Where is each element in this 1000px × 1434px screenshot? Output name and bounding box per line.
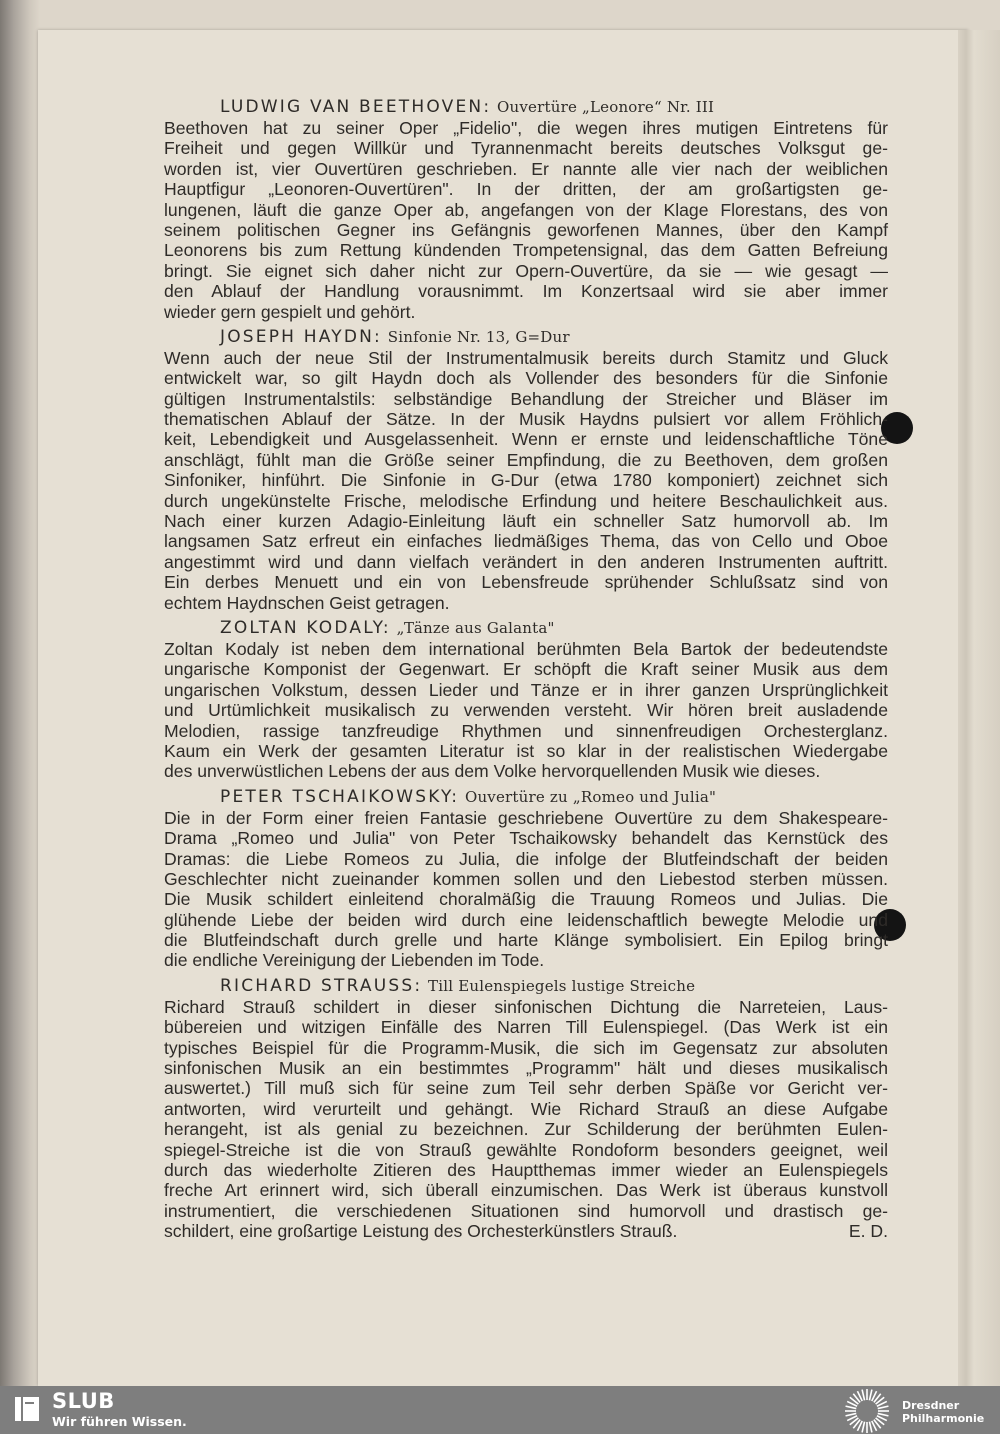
text-line: Geschlechter nicht zueinander kommen sollen und den Liebestod sterben müssen. (164, 868, 888, 889)
logo-ray (862, 1422, 864, 1433)
text-line: Nach einer kurzen Adagio-Einleitung läuft ein schneller Satz humorvoll ab. Im (164, 511, 888, 532)
section-heading (164, 96, 888, 118)
text-line: Dramas: die Liebe Romeos zu Julia, die infolge der Blutfeindschaft der beiden (164, 848, 888, 869)
text-line: worden ist, vier Ouvertüren geschrieben. Er nannte alle vier nach der weiblichen (164, 158, 888, 179)
text-line: die endliche Vereinigung der Liebenden im Tode. (164, 950, 545, 971)
text-line: sinfonischen Musik an ein bestimmtes „Programm" hält und dieses musikalisch (164, 1058, 888, 1079)
work-title: Till Eulenspiegels lustige Streiche (428, 976, 696, 995)
text-line: Beethoven hat zu seiner Oper „Fidelio", die wegen ihres mutigen Eintretens für (164, 118, 888, 138)
text-line: und Urtümlichkeit musikalisch zu verwenden versteht. Wir hören breit ausladende (164, 700, 888, 721)
text-line: angestimmt wird und dann vielfach verändert in den anderen Instrumenten auftritt. (164, 551, 888, 572)
text-line: Die Musik schildert einleitend choralmäßig die Trauung Romeos und Julias. Die (164, 889, 888, 910)
composer-name: LUDWIG VAN BEETHOVEN: (220, 97, 492, 117)
text-line: anschlägt, fühlt man die Größe seiner Empfindung, die zu Beethoven, dem großen (164, 449, 888, 470)
section-text (164, 118, 888, 322)
section-heading (164, 326, 888, 348)
text-line: keit, Lebendigkeit und Ausgelassenheit. Wenn er ernste und leidenschaftliche Töne (164, 429, 888, 450)
section-heading (164, 786, 888, 808)
text-line: seinem politischen Gegner ins Gefängnis geworfenen Mannes, über den Kampf (164, 219, 888, 240)
work-title: Sinfonie Nr. 13, G=Dur (387, 327, 570, 346)
text-line: thematischen Ablauf der Sätze. In der Musik Haydns pulsiert vor allem Fröhlich- (164, 409, 888, 430)
text-line: ungarische Komponist der Gegenwart. Er schöpft die Kraft seiner Musik aus dem (164, 659, 888, 680)
text-line: instrumentiert, die verschiedenen Situationen sind humorvoll und drastisch ge- (164, 1200, 888, 1221)
author-initials: E. D. (848, 1221, 888, 1242)
text-line: den Ablauf der Handlung vorausnimmt. Im Konzertsaal wird sie aber immer (164, 281, 888, 302)
text-line: Leonorens bis zum Rettung kündenden Trompetensignal, das dem Gatten Befreiung (164, 240, 888, 261)
text-line: auswertet.) Till muß sich für seine zum Teil sehr derben Späße vor Gericht ver- (164, 1078, 888, 1099)
slub-book-icon (14, 1394, 40, 1424)
composer-name: ZOLTAN KODALY: (220, 617, 391, 638)
program-notes (164, 94, 888, 1242)
text-line: entwickelt war, so gilt Haydn doch als Vollender des besonders für die Sinfonie (164, 368, 888, 389)
text-line-content: schildert, eine großartige Leistung des Orchesterkünstlers Strauß. (164, 1221, 678, 1242)
work-title: Ouvertüre zu „Romeo und Julia" (464, 787, 717, 806)
text-line: Die in der Form einer freien Fantasie geschriebene Ouvertüre zu dem Shakespeare- (164, 807, 888, 828)
text-line: Drama „Romeo und Julia" von Peter Tschaikowsky behandelt das Kernstück des (164, 828, 888, 849)
paper-fold (958, 30, 1000, 1386)
section-text (164, 639, 888, 782)
text-line: freche Art erinnert wird, sich überall einzumischen. Das Werk ist überaus kunstvoll (164, 1180, 888, 1201)
text-line: die Blutfeindschaft durch grelle und harte Klänge symbolisiert. Ein Epilog bringt (164, 930, 888, 951)
section-heading (164, 617, 888, 639)
text-line: lungenen, läuft die ganze Oper ab, angefangen von der Klage Florestans, des von (164, 199, 888, 220)
work-title: Ouvertüre „Leonore“ Nr. III (497, 98, 715, 116)
logo-ray (878, 1406, 889, 1408)
logo-ray (846, 1406, 857, 1408)
text-line: Zoltan Kodaly ist neben dem international berühmten Bela Bartok der bedeutendste (164, 638, 888, 659)
text-line: Melodien, rassige tanzfreudige Rhythmen und sinnenfreudigen Orchesterglanz. (164, 720, 888, 741)
section-text (164, 808, 888, 971)
text-line: herangeht, ist als genial zu bezeichnen. Zur Schilderung der berühmten Eulen- (164, 1119, 888, 1140)
composer-name: RICHARD STRAUSS: (220, 975, 423, 996)
text-line: Hauptfigur „Leonoren-Ouvertüren". In der dritten, der am großartigsten ge- (164, 179, 888, 200)
logo-ray (869, 1390, 871, 1401)
text-line: bübereien und witzigen Einfälle des Narren Till Eulenspiegel. (Das Werk ist ein (164, 1017, 888, 1038)
dresdner-philharmonie-logo-icon[interactable] (842, 1386, 892, 1434)
section-text (164, 348, 888, 613)
text-line: Wenn auch der neue Stil der Instrumentalmusik bereits durch Stamitz und Gluck (164, 347, 888, 368)
text-line: des unverwüstlichen Lebens der aus dem Volke hervorquellenden Musik wie dieses. (164, 761, 821, 782)
text-line: bringt. Sie eignet sich daher nicht zur Opern-Ouvertüre, da sie — wie gesagt — (164, 260, 888, 281)
logo-ray (878, 1413, 889, 1415)
philharmonie-name[interactable] (902, 1399, 984, 1425)
footer-bar (0, 1386, 1000, 1434)
composer-name: JOSEPH HAYDN: (220, 326, 382, 347)
text-line: Kaum ein Werk der gesamten Literatur ist so klar in der realistischen Wiedergabe (164, 740, 888, 761)
text-line (164, 1221, 888, 1241)
text-line: ungarischen Volkstum, dessen Lieder und Tänze er in ihrer ganzen Ursprünglichkeit (164, 679, 888, 700)
text-line: antworten, wird verurteilt und gehängt. Wie Richard Strauß an diese Aufgabe (164, 1098, 888, 1119)
text-line: Freiheit und gegen Willkür und Tyrannenmacht bereits deutsches Volksgut ge- (164, 138, 888, 159)
text-line: langsamen Satz erfreut ein einfaches liedmäßiges Thema, das von Cello und Oboe (164, 531, 888, 552)
philharmonie-name-line1: Dresdner (902, 1399, 960, 1412)
work-title: „Tänze aus Galanta" (396, 618, 555, 637)
text-line: Sinfoniker, hinführt. Die Sinfonie in G-Dur (etwa 1780 komponiert) zeichnet sich (164, 470, 888, 491)
text-line: wieder gern gespielt und gehört. (164, 301, 416, 322)
logo-ray (846, 1413, 857, 1415)
section-text (164, 997, 888, 1242)
text-line: echtem Haydnschen Geist getragen. (164, 592, 450, 613)
composer-name: PETER TSCHAIKOWSKY: (220, 786, 460, 807)
slub-title[interactable]: SLUB (52, 1389, 115, 1413)
text-line: typisches Beispiel für die Programm-Musik, die sich im Gegensatz zur absoluten (164, 1037, 888, 1058)
text-line: Richard Strauß schildert in dieser sinfonischen Dichtung die Narreteien, Laus- (164, 996, 888, 1017)
text-line: Ein derbes Menuett und ein von Lebensfreude sprühender Schlußsatz sind von (164, 572, 888, 593)
text-line: spiegel-Streiche ist die von Strauß gewählte Rondoform besonders geeignet, weil (164, 1139, 888, 1160)
text-line: durch das wiederholte Zitieren des Hauptthemas immer wieder an Eulenspiegels (164, 1159, 888, 1180)
logo-ray (869, 1422, 871, 1433)
slub-slogan: Wir führen Wissen. (52, 1414, 187, 1429)
logo-ray (862, 1390, 864, 1401)
text-line: gültigen Instrumentalstils: selbständige Behandlung der Streicher und Bläser im (164, 388, 888, 409)
philharmonie-name-line2: Philharmonie (902, 1412, 985, 1425)
section-heading (164, 975, 888, 997)
text-line: durch ungekünstelte Frische, melodische Erfindung und heitere Beschaulichkeit aus. (164, 490, 888, 511)
text-line: glühende Liebe der beiden wird durch eine leidenschaftlich bewegte Melodie und (164, 909, 888, 930)
